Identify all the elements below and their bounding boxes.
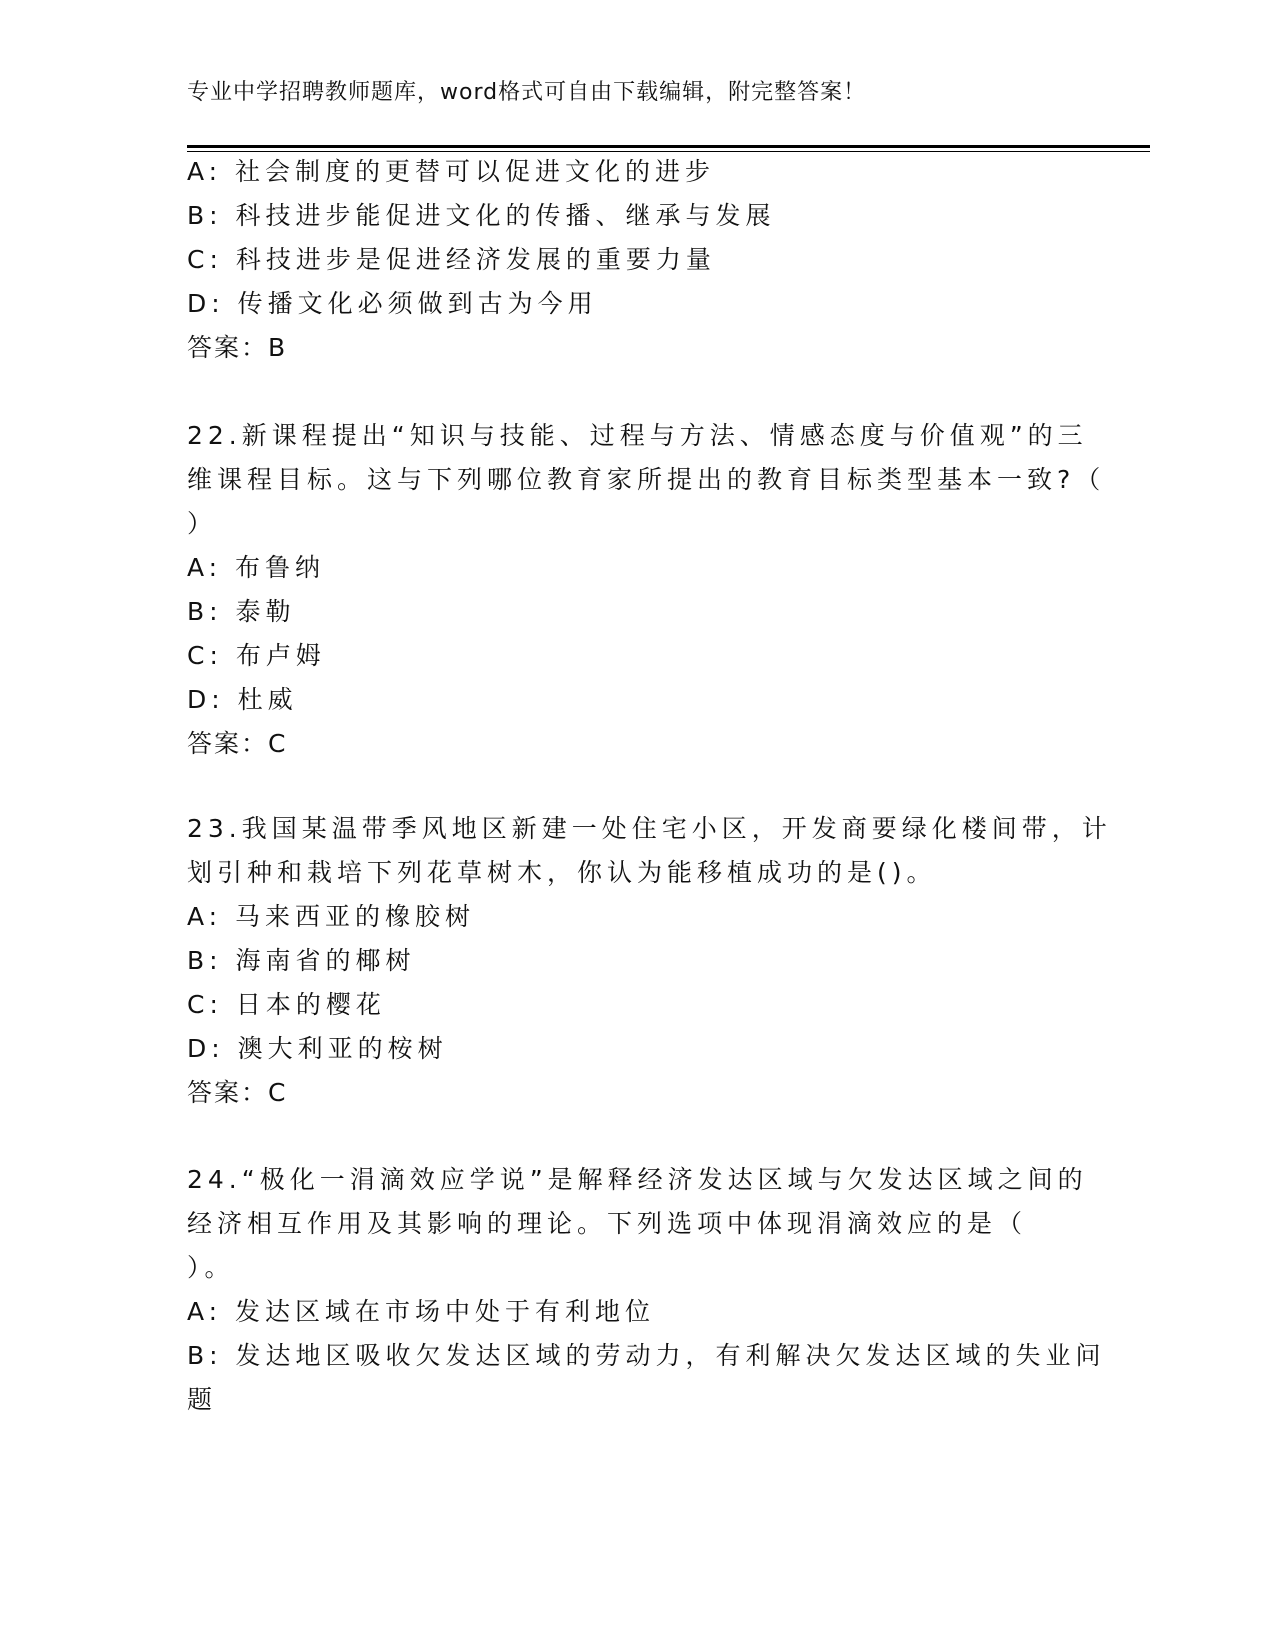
option-d: D: 杜威 bbox=[187, 685, 298, 714]
question-22-line-2: 维课程目标。这与下列哪位教育家所提出的教育目标类型基本一致?（ bbox=[187, 465, 1106, 494]
question-22-line-3: ） bbox=[187, 509, 218, 538]
option-b: B: 海南省的椰树 bbox=[187, 946, 416, 975]
answer-label: 答案：B bbox=[187, 333, 288, 362]
header-divider-thick bbox=[187, 145, 1150, 148]
page-header: 专业中学招聘教师题库，word格式可自由下载编辑，附完整答案！ bbox=[187, 80, 867, 105]
option-a: A: 马来西亚的橡胶树 bbox=[187, 902, 476, 931]
option-d: D: 澳大利亚的桉树 bbox=[187, 1034, 448, 1063]
option-c: C: 日本的樱花 bbox=[187, 990, 386, 1019]
option-a: A: 社会制度的更替可以促进文化的进步 bbox=[187, 157, 716, 186]
option-a: A: 布鲁纳 bbox=[187, 553, 326, 582]
header-divider-thin bbox=[187, 151, 1150, 152]
question-23-line-1: 23.我国某温带季风地区新建一处住宅小区，开发商要绿化楼间带，计 bbox=[187, 814, 1112, 843]
question-22-line-1: 22.新课程提出“知识与技能、过程与方法、情感态度与价值观”的三 bbox=[187, 421, 1088, 450]
option-b: B: 泰勒 bbox=[187, 597, 296, 626]
option-c: C: 布卢姆 bbox=[187, 641, 326, 670]
question-24-line-3: ）。 bbox=[187, 1253, 235, 1282]
option-b-continuation: 题 bbox=[187, 1385, 218, 1414]
option-c: C: 科技进步是促进经济发展的重要力量 bbox=[187, 245, 716, 274]
answer-label: 答案：C bbox=[187, 729, 288, 758]
question-23-line-2: 划引种和栽培下列花草树木，你认为能移植成功的是()。 bbox=[187, 858, 937, 887]
option-a: A: 发达区域在市场中处于有利地位 bbox=[187, 1297, 656, 1326]
question-24-line-2: 经济相互作用及其影响的理论。下列选项中体现涓滴效应的是（ bbox=[187, 1209, 1028, 1238]
answer-label: 答案：C bbox=[187, 1078, 288, 1107]
option-b: B: 科技进步能促进文化的传播、继承与发展 bbox=[187, 201, 776, 230]
option-b: B: 发达地区吸收欠发达区域的劳动力，有利解决欠发达区域的失业问 bbox=[187, 1341, 1106, 1370]
option-d: D: 传播文化必须做到古为今用 bbox=[187, 289, 598, 318]
question-24-line-1: 24.“极化一涓滴效应学说”是解释经济发达区域与欠发达区域之间的 bbox=[187, 1165, 1088, 1194]
